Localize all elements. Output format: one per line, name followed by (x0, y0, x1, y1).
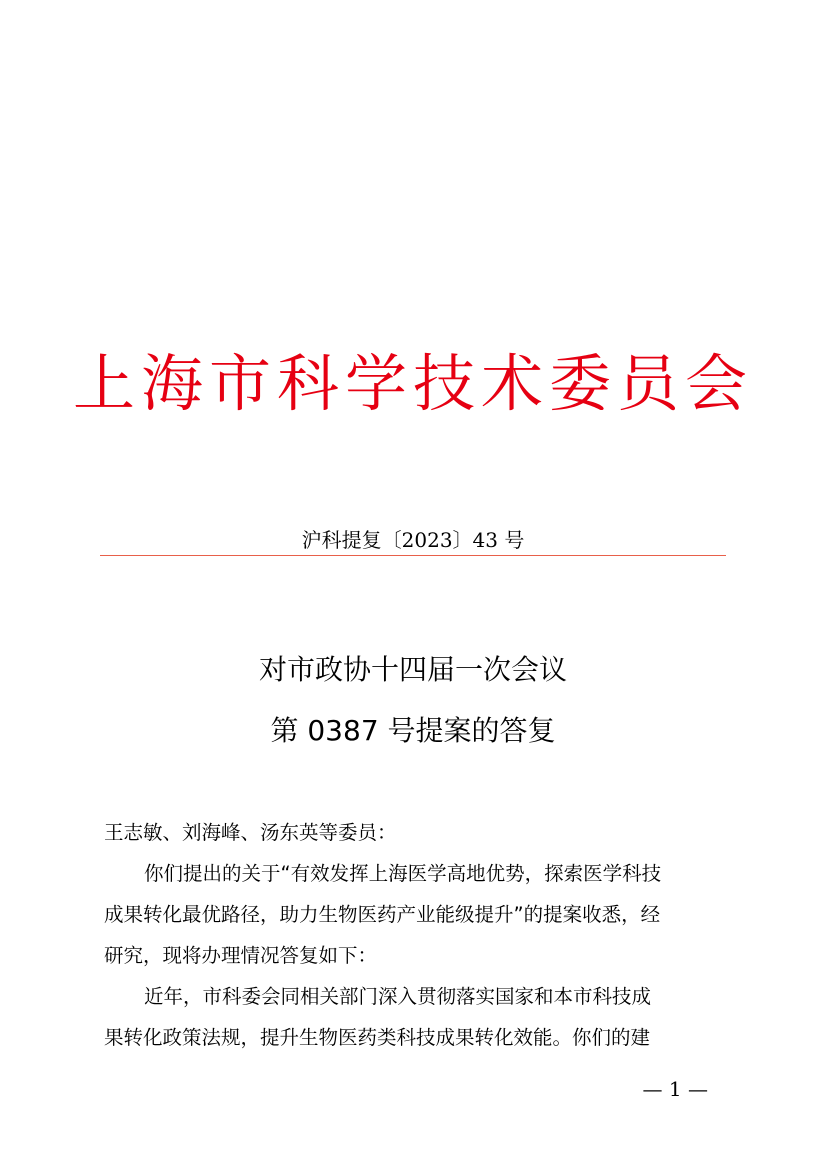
body-line: 近年，市科委会同相关部门深入贯彻落实国家和本市科技成 (144, 985, 652, 1008)
body-line: 成果转化最优路径，助力生物医药产业能级提升”的提案收悉，经 (104, 903, 661, 926)
red-divider-line (100, 555, 726, 556)
salutation: 王志敏、刘海峰、汤东英等委员： (104, 821, 397, 844)
body-line: 你们提出的关于“有效发挥上海医学高地优势，探索医学科技 (144, 862, 662, 885)
document-number: 沪科提复〔2023〕43 号 (301, 528, 525, 552)
issuing-organization-title: 上海市科学技术委员会 (72, 347, 753, 420)
body-line: 果转化政策法规，提升生物医药类科技成果转化效能。你们的建 (104, 1026, 651, 1049)
body-line: 研究，现将办理情况答复如下： (104, 944, 378, 967)
reply-title-line-2: 第 0387 号提案的答复 (270, 714, 556, 747)
page-number: — 1 — (642, 1077, 708, 1101)
reply-title-line-1: 对市政协十四届一次会议 (258, 653, 567, 686)
